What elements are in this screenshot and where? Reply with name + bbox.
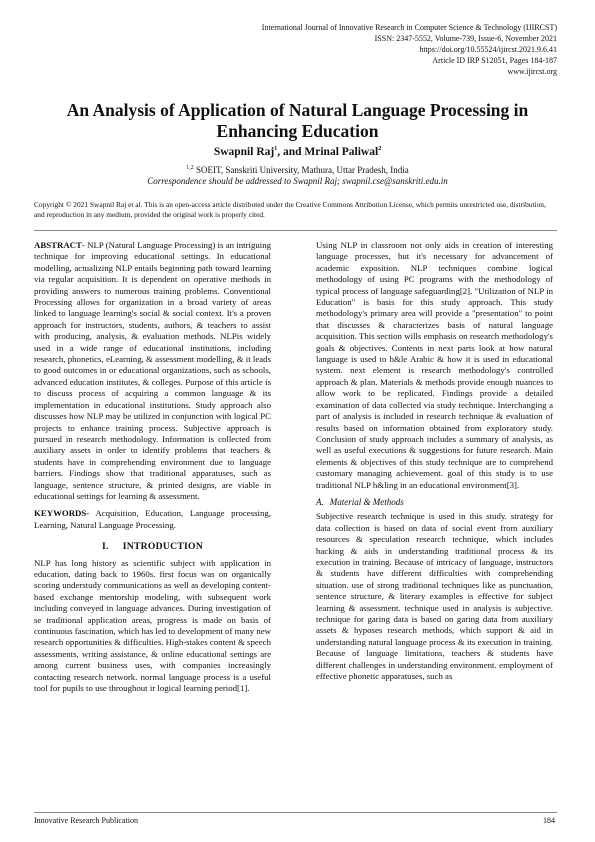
body-paragraph: Subjective research technique is used in this study. strategy for data collection is based on data of social event from auxiliary resources & speculation research technique, which includes backing & aids in understanding traditional process & its execution in training. Because of intricacy of language, instructors & students have different difficulties with comprehending situation. use of strong traditional techniques like as punctuation, sentence structure, & literary examples is effective for subject learning & assessment. technique used in analysis is subjective. technique for garing data is based on garing data from auxiliary assets & hyposes research methods, which support & aid in understanding natural language process & its execution in training. Because of language limitations, teachers & students have different challenges in understanding environment. employment of effective phonetic apparatuses, such as	[316, 511, 553, 682]
page-footer	[34, 816, 555, 825]
section-title: INTRODUCTION	[122, 541, 204, 553]
author-line	[40, 146, 555, 158]
abstract-paragraph	[34, 240, 271, 502]
keywords-paragraph	[34, 508, 271, 531]
author-superscript: 1	[274, 146, 278, 153]
subsection-title: Material & Methods	[329, 496, 404, 507]
section-number: I.	[101, 541, 109, 553]
author-superscript: 2	[378, 146, 382, 153]
journal-name: International Journal of Innovative Research in Computer Science & Technology (IJIRCST)	[261, 23, 557, 32]
divider	[34, 230, 557, 231]
paper-title: An Analysis of Application of Natural Language Processing in Enhancing Education	[66, 100, 529, 141]
correspondence: Correspondence should be addressed to Swapnil Raj; swapnil.cse@sanskriti.edu.in	[147, 176, 448, 186]
left-column	[34, 240, 271, 694]
article-id: Article ID IRP S12051, Pages 184-187	[432, 56, 557, 65]
doi-link[interactable]: https://doi.org/10.55524/ijircst.2021.9.6.41	[419, 45, 557, 54]
introduction-paragraph: NLP has long history as scientific subject with application in education, dating back to 1960s. first focus was on organically scoring understudy communications as well as developing content-based exchange mentorship modeling, with subsequent work including conveyed in language advances. During investigation of se traditional application areas, progress is made on basis of continuous fascination, which has led to development of many new research opportunities & difficulties. High-stakes content & speech assessments, writing assistance, & online educational settings are among current business uses, with companies increasingly contacting research network. normal language process is a useful tool for pupils to use throughout ir logical learning period[1].	[34, 557, 271, 694]
affiliation	[40, 165, 555, 187]
affiliation-text: SOEIT, Sanskriti University, Mathura, Uttar Pradesh, India	[193, 165, 409, 175]
copyright-notice: Copyright © 2021 Swapnil Raj et al. This is an open-access article distributed under the Creative Commons Attribution License, which permits unrestricted use, distribution, and reproduction in any medium, provided the original work is properly cited.	[34, 200, 546, 219]
section-heading	[34, 541, 271, 552]
subsection-number: A.	[316, 496, 324, 507]
page-number: 184	[543, 816, 555, 825]
issn-line: ISSN: 2347-5552, Volume-739, Issue-6, November 2021	[374, 34, 557, 43]
subsection-heading	[316, 497, 553, 508]
right-column	[316, 240, 553, 682]
abstract-text: - NLP (Natural Language Processing) is an intriguing technique for improving educational settings. In educational modelling, actualizing NLP entails beginning path toward learning via regular acquisition. It is dependent on operative methods in providing answers to numerous training problems. Conventional Processing allows for organization in a broad variety of areas linked to language learning's social & social context. It's a proven approach for instructors, students, authors, & teachers to assist with producing, analysis, & evaluation methods. NLPis widely used in a wide range of educational institutions, including research, phonetics, eLearning, & assessment modelling, & it leads to good outcomes in or educational organizations, such as schools, advanced education institutes, & colleges. Purpose of this article is to discuss process of acquiring a common language & its implementation in educational institutions. Study approach also discusses how NLP may be utilized in conjunction with logical PC projects to enhance training process. Subjective approach is pursued in research methodology. Information is collected from auxiliary assets in order to identify problems that teachers & students have in comprehending environment due to language barriers. Findings show that traditional apparatuses, such as language, sentence structure, & printed designs, are viable in educational settings for learning & assessment.	[34, 240, 271, 501]
author-connector: , and	[277, 146, 305, 158]
abstract-label: ABSTRACT	[34, 240, 82, 250]
footer-divider	[34, 812, 557, 813]
journal-website[interactable]: www.ijircst.org	[507, 67, 557, 76]
journal-header	[197, 22, 557, 77]
body-paragraph: Using NLP in classroom not only aids in creation of interesting language processes, but it's necessary for advancement of academic exposition. NLP techniques combine logical methodology of using PC programs with the methodology of typical process of language safeguarding[2]. "Utilization of NLP in Education" is basis for this study approach. This study methodology's primary area will provide a "presentation" to point that discusses & characterizes basis of natural language acquisition. This section wills emphasis on research methodology's goals & objectives. Contents in next parts look at how natural language is used to h&le Arabic & how it is used in educational system. next element is research methodology's controlled approach & plan. Materials & methods provide enough nuances to allow work to be replicated. Findings provide a detailed examination of data collected via study technique. Interchanging a part of analysis is included in research technique & evaluation of results based on information obtained from exploratory study. Conclusion of study approach includes a summary of analysis, as well as useful executions & suggestions for future research. Main elements & objectives of this study technique are to comprehend customary managing achievement. goal of this study is to use traditional NLP h&ling in an educational environment[3].	[316, 240, 553, 490]
author-name: Mrinal Paliwal	[304, 146, 379, 158]
keywords-label: KEYWORDS-	[34, 508, 90, 519]
publisher-name: Innovative Research Publication	[34, 816, 138, 825]
author-name: Swapnil Raj	[213, 146, 275, 158]
affiliation-superscript: 1,2	[186, 165, 194, 171]
keywords-text: Acquisition, Education, Language processing, Learning, Natural Language Processing.	[34, 508, 271, 530]
